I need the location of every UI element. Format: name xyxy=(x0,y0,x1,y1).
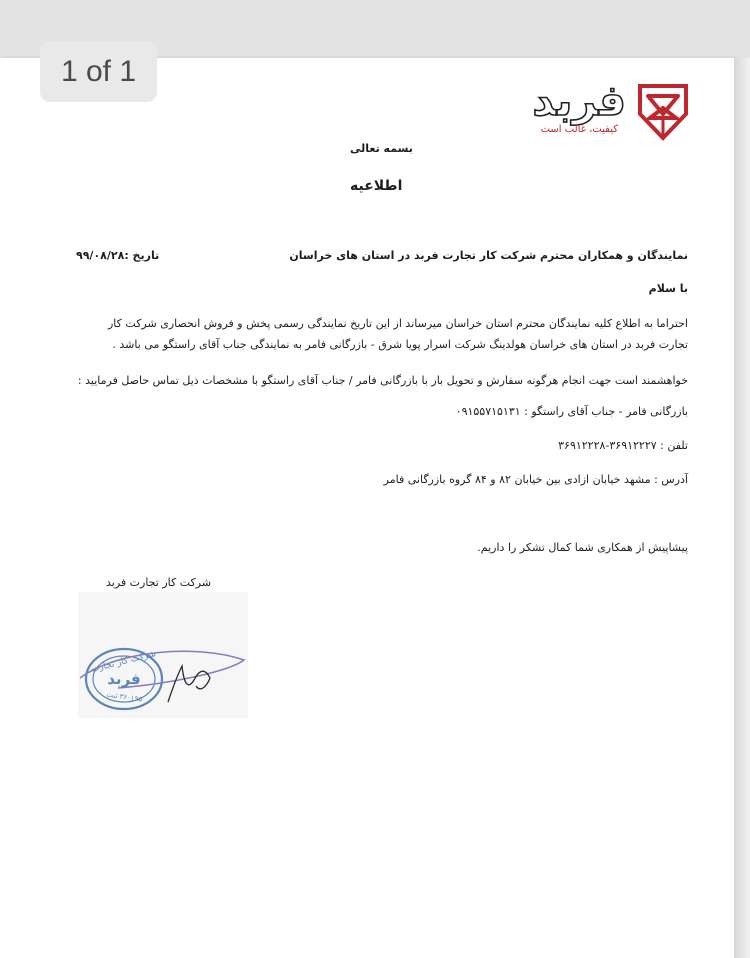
document-title: اطلاعیه xyxy=(350,178,403,194)
company-stamp-icon xyxy=(78,592,248,718)
company-logo xyxy=(452,76,692,146)
recipients-line: نمایندگان و همکاران محترم شرکت کار تجارت فربد در استان های خراسان xyxy=(289,249,688,262)
stamp-brand-text: فربد xyxy=(107,670,141,688)
paragraph-1-line-1: احتراما به اطلاع کلیه نمایندگان محترم استان خراسان میرساند از این تاریخ نمایندگی رسمی پخش و فروش انحصاری شرکت کار xyxy=(108,317,688,330)
logo-brand-text: فربد xyxy=(532,76,626,125)
closing-thanks: پیشاپیش از همکاری شما کمال تشکر را داریم. xyxy=(477,541,688,554)
contact-phone: تلفن : ۳۶۹۱۲۲۲۷-۳۶۹۱۲۲۲۸ xyxy=(558,439,688,452)
basmala: بسمه تعالی xyxy=(350,142,413,155)
contact-address: آدرس : مشهد خیابان ازادی بین خیابان ۸۲ و ۸۴ گروه بازرگانی فامر xyxy=(383,473,688,486)
paragraph-1-line-2: تجارت فربد در استان های خراسان هولدینگ شرکت اسرار پویا شرق - بازرگانی فامر به نمایندگی جناب آقای راستگو می باشد . xyxy=(112,338,688,351)
letter-date: تاریخ :۹۹/۰۸/۲۸ xyxy=(76,249,160,262)
page-edge-shadow xyxy=(734,58,750,958)
logo-emblem-icon xyxy=(634,80,692,142)
stamp-id-text: ۳۶۰۱۹۵ ثبت xyxy=(106,690,143,704)
page-counter: 1 of 1 xyxy=(40,41,157,102)
logo-slogan: کیفیت، غالب است xyxy=(540,124,618,135)
paragraph-2: خواهشمند است جهت انجام هرگونه سفارش و تحویل بار با بازرگانی فامر / جناب آقای راستگو با مشخصات ذیل تماس حاصل فرمایید : xyxy=(77,374,688,387)
signature-company: شرکت کار تجارت فربد xyxy=(106,576,212,589)
greeting: با سلام xyxy=(648,282,688,295)
stamp-company-text: شرکت کار تجارت xyxy=(89,649,158,675)
contact-name: بازرگانی فامر - جناب آقای راستگو : ۰۹۱۵۵۷۱۵۱۳۱ xyxy=(455,405,688,418)
